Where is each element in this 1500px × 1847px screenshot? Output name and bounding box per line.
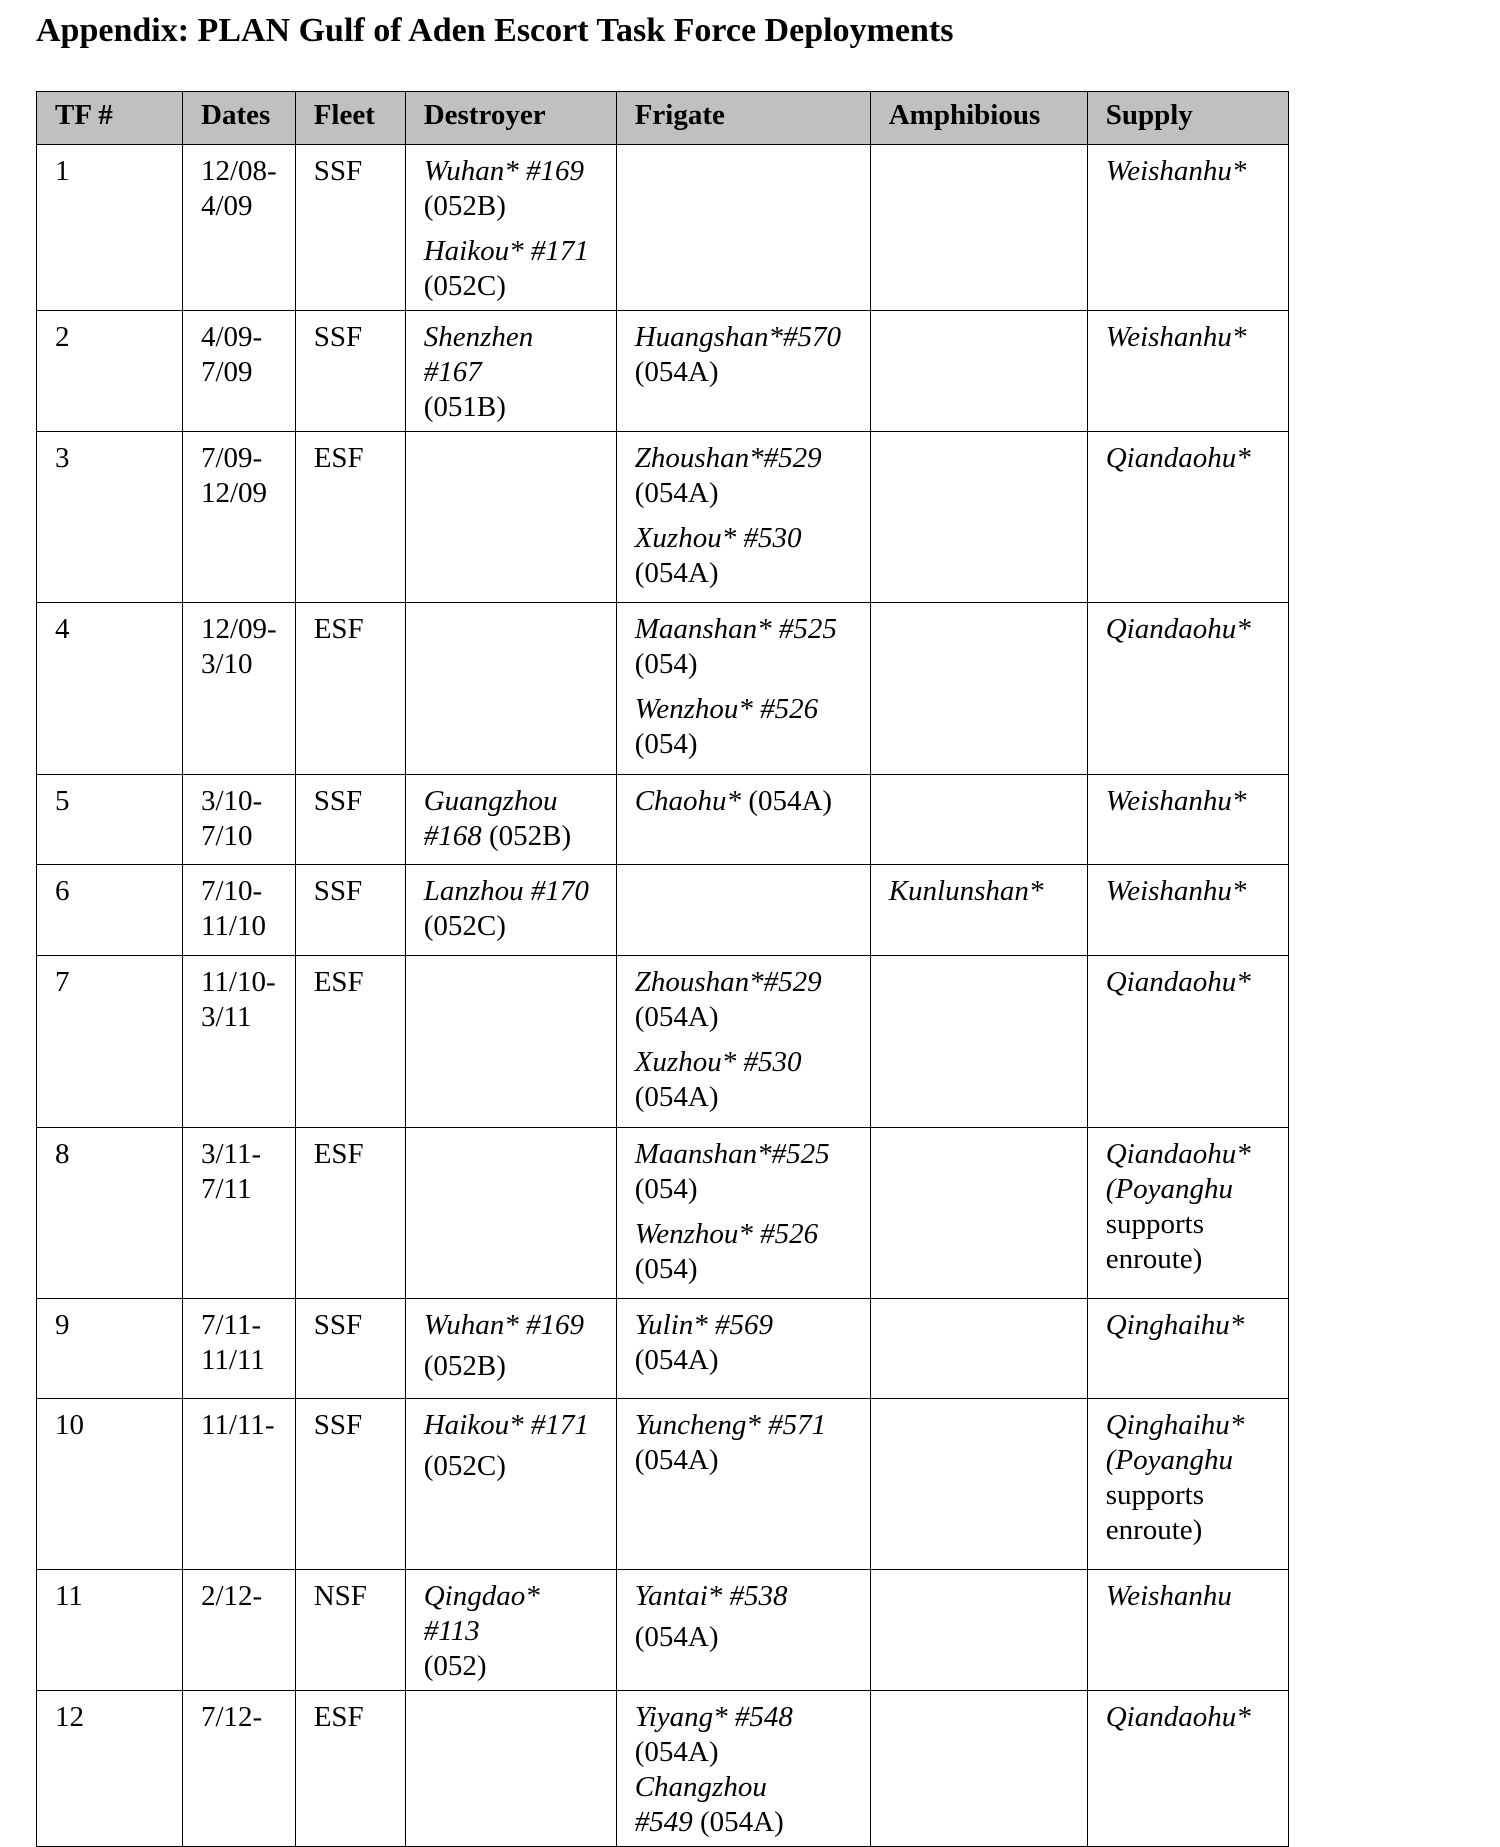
ship-name-line xyxy=(635,320,852,355)
cell-supply xyxy=(1087,1570,1288,1691)
cell-supply xyxy=(1087,311,1288,432)
table-row xyxy=(37,145,1289,311)
ship-name: Qingdao* #113 xyxy=(423,1580,540,1647)
ship-name-line xyxy=(635,441,852,476)
header-frigate: Frigate xyxy=(616,92,870,145)
ship-type-line xyxy=(635,727,852,762)
supply-note-line: enroute) xyxy=(1105,1243,1203,1275)
ship-name: Guangzhou xyxy=(423,785,558,817)
fleet-code: SSF xyxy=(313,1409,363,1441)
cell-dates xyxy=(183,1691,296,1847)
ship-name: Wenzhou* #526 xyxy=(634,693,819,725)
cell-amphibious xyxy=(870,311,1087,432)
ship-number: #549 xyxy=(634,1806,693,1838)
date-line: 11/10 xyxy=(201,910,266,942)
cell-dates xyxy=(183,311,296,432)
fleet-code: ESF xyxy=(313,966,364,998)
ship-type-line xyxy=(635,1252,852,1287)
cell-fleet xyxy=(295,956,405,1128)
ship-name-line xyxy=(424,784,598,819)
ship-number: #168 xyxy=(423,820,482,852)
cell-amphibious xyxy=(870,1399,1087,1570)
cell-frigate xyxy=(616,775,870,865)
ship-type: (054) xyxy=(634,1173,698,1205)
supply-note-line: supports xyxy=(1105,1208,1205,1240)
supply-ship: Weishanhu* xyxy=(1105,875,1247,907)
ship-name: Yiyang* #548 xyxy=(634,1701,793,1733)
supply-ship: Qiandaohu* xyxy=(1105,966,1251,998)
fleet-code: SSF xyxy=(313,1309,363,1341)
date-line: 4/09 xyxy=(201,190,253,222)
table-row xyxy=(37,1399,1289,1570)
ship-name: Xuzhou* #530 xyxy=(634,522,802,554)
cell-dates xyxy=(183,865,296,956)
tf-number: 3 xyxy=(55,442,70,474)
supply-ship-line xyxy=(1106,1137,1270,1172)
date-line: 3/10 xyxy=(201,648,253,680)
ship-name: Shenzhen #167 xyxy=(423,321,534,388)
header-fleet: Fleet xyxy=(295,92,405,145)
ship-name-line xyxy=(635,784,852,819)
date-line: 7/11 xyxy=(201,1173,252,1205)
ship-type: (054A) xyxy=(741,785,833,817)
ship-type: (054A) xyxy=(634,1444,719,1476)
tf-number: 1 xyxy=(55,155,70,187)
ship-type-line xyxy=(635,1735,852,1805)
ship-name-line xyxy=(424,234,598,269)
cell-frigate xyxy=(616,432,870,603)
ship-name: Wuhan* #169 xyxy=(423,155,585,187)
fleet-code: SSF xyxy=(313,875,363,907)
ship-type: (054A) xyxy=(634,1736,719,1768)
date-line: 11/10- xyxy=(201,966,276,998)
cell-destroyer xyxy=(405,432,616,603)
date-line: 3/11 xyxy=(201,1001,252,1033)
cell-destroyer xyxy=(405,775,616,865)
ship-type: (052C) xyxy=(423,1450,506,1482)
cell-fleet xyxy=(295,1691,405,1847)
ship-type-line xyxy=(424,909,598,944)
cell-amphibious xyxy=(870,432,1087,603)
cell-amphibious xyxy=(870,1691,1087,1847)
cell-tf xyxy=(37,775,183,865)
cell-fleet xyxy=(295,1570,405,1691)
cell-fleet xyxy=(295,775,405,865)
ship-name: Maanshan* #525 xyxy=(634,613,837,645)
ship-name-line xyxy=(424,320,598,390)
cell-dates xyxy=(183,956,296,1128)
ship-name: Haikou* #171 xyxy=(423,1409,589,1441)
tf-number: 7 xyxy=(55,966,70,998)
cell-supply xyxy=(1087,1399,1288,1570)
cell-supply xyxy=(1087,775,1288,865)
ship-type: (054) xyxy=(634,728,698,760)
date-line: 11/11 xyxy=(201,1344,265,1376)
table-row xyxy=(37,956,1289,1128)
cell-destroyer xyxy=(405,1299,616,1399)
supply-ship: Qiandaohu* xyxy=(1105,613,1251,645)
ship-name-line xyxy=(424,1308,598,1343)
cell-tf xyxy=(37,1128,183,1299)
ship-type: (054A) xyxy=(634,1081,719,1113)
supply-ship: Weishanhu xyxy=(1105,1580,1232,1612)
cell-destroyer xyxy=(405,145,616,311)
ship-name-line xyxy=(635,692,852,727)
cell-tf xyxy=(37,1399,183,1570)
ship-name: Maanshan*#525 xyxy=(634,1138,830,1170)
ship-type: (054A) xyxy=(634,477,719,509)
cell-fleet xyxy=(295,603,405,775)
cell-frigate xyxy=(616,865,870,956)
ship-name: Wuhan* #169 xyxy=(423,1309,585,1341)
header-dates: Dates xyxy=(183,92,296,145)
cell-dates xyxy=(183,1299,296,1399)
ship-type-line xyxy=(635,355,852,390)
date-line: 12/09 xyxy=(201,477,268,509)
ship-name-line xyxy=(635,521,852,556)
cell-fleet xyxy=(295,1399,405,1570)
ship-type: (052B) xyxy=(481,820,572,852)
cell-destroyer xyxy=(405,311,616,432)
tf-number: 6 xyxy=(55,875,70,907)
tf-number: 9 xyxy=(55,1309,70,1341)
fleet-code: ESF xyxy=(313,613,364,645)
ship-type: (051B) xyxy=(423,391,506,423)
cell-dates xyxy=(183,1128,296,1299)
cell-tf xyxy=(37,1691,183,1847)
supply-ship-line xyxy=(1106,784,1270,819)
date-line: 7/10 xyxy=(201,820,253,852)
cell-frigate xyxy=(616,1691,870,1847)
ship-name-line xyxy=(424,154,598,189)
table-row xyxy=(37,775,1289,865)
cell-destroyer xyxy=(405,865,616,956)
ship-name-line xyxy=(635,1579,852,1614)
ship-type-line xyxy=(635,1080,852,1115)
cell-fleet xyxy=(295,1299,405,1399)
table-row xyxy=(37,865,1289,956)
ship-type-line xyxy=(424,1349,598,1384)
cell-amphibious xyxy=(870,1299,1087,1399)
cell-fleet xyxy=(295,311,405,432)
cell-amphibious xyxy=(870,956,1087,1128)
cell-supply xyxy=(1087,145,1288,311)
fleet-code: NSF xyxy=(313,1580,367,1612)
header-destroyer: Destroyer xyxy=(405,92,616,145)
cell-fleet xyxy=(295,432,405,603)
ship-name-line xyxy=(635,1700,852,1735)
tf-number: 2 xyxy=(55,321,70,353)
supply-ship: Weishanhu* xyxy=(1105,321,1247,353)
cell-amphibious xyxy=(870,1570,1087,1691)
fleet-code: SSF xyxy=(313,321,363,353)
tf-number: 4 xyxy=(55,613,70,645)
date-line: 12/09- xyxy=(201,613,277,645)
cell-dates xyxy=(183,603,296,775)
supply-note-line: supports xyxy=(1105,1479,1205,1511)
supply-ship-line xyxy=(1106,320,1270,355)
ship-name: Zhoushan*#529 xyxy=(634,442,822,474)
table-row xyxy=(37,432,1289,603)
supply-ship-line xyxy=(1106,1408,1270,1443)
ship-type: (054A) xyxy=(634,1621,719,1653)
cell-fleet xyxy=(295,865,405,956)
cell-destroyer xyxy=(405,956,616,1128)
cell-amphibious xyxy=(870,145,1087,311)
ship-name: Yantai* #538 xyxy=(634,1580,788,1612)
ship-type: (054A) xyxy=(634,1344,719,1376)
ship-type-line xyxy=(635,647,852,682)
cell-supply xyxy=(1087,1128,1288,1299)
ship-name: Wenzhou* #526 xyxy=(634,1218,819,1250)
cell-destroyer xyxy=(405,1691,616,1847)
table-row xyxy=(37,1570,1289,1691)
fleet-code: SSF xyxy=(313,785,363,817)
ship-type-line xyxy=(635,1000,852,1035)
cell-supply xyxy=(1087,1299,1288,1399)
header-row xyxy=(37,92,1289,145)
ship-name-line xyxy=(635,1408,852,1443)
cell-dates xyxy=(183,145,296,311)
supply-ship: Weishanhu* xyxy=(1105,155,1247,187)
ship-type: (054) xyxy=(634,648,698,680)
cell-supply xyxy=(1087,956,1288,1128)
cell-frigate xyxy=(616,603,870,775)
fleet-code: ESF xyxy=(313,1701,364,1733)
cell-tf xyxy=(37,1570,183,1691)
ship-name: Xuzhou* #530 xyxy=(634,1046,802,1078)
tf-number: 5 xyxy=(55,785,70,817)
ship-type-line xyxy=(424,390,598,425)
supply-ship-line xyxy=(1106,441,1270,476)
cell-supply xyxy=(1087,865,1288,956)
cell-frigate xyxy=(616,1570,870,1691)
cell-tf xyxy=(37,865,183,956)
cell-frigate xyxy=(616,1399,870,1570)
table-row xyxy=(37,311,1289,432)
header-amphibious: Amphibious xyxy=(870,92,1087,145)
header-supply: Supply xyxy=(1087,92,1288,145)
supply-ship-line xyxy=(1106,154,1270,189)
cell-tf xyxy=(37,145,183,311)
cell-amphibious xyxy=(870,775,1087,865)
supply-ship: Qinghaihu* xyxy=(1105,1309,1245,1341)
supply-ship-line xyxy=(1106,874,1270,909)
date-line: 3/10- xyxy=(201,785,263,817)
cell-destroyer xyxy=(405,1570,616,1691)
ship-type: (052B) xyxy=(423,190,506,222)
amphibious-ship: Kunlunshan* xyxy=(888,875,1044,907)
date-line: 3/11- xyxy=(201,1138,262,1170)
supply-note: (Poyanghu xyxy=(1105,1444,1233,1476)
ship-type: (052) xyxy=(423,1650,487,1682)
cell-destroyer xyxy=(405,1128,616,1299)
cell-dates xyxy=(183,1399,296,1570)
supply-note: (Poyanghu xyxy=(1105,1173,1233,1205)
ship-name: Yuncheng* #571 xyxy=(634,1409,827,1441)
ship-name-line xyxy=(424,1579,598,1649)
cell-dates xyxy=(183,432,296,603)
ship-type-line xyxy=(635,1172,852,1207)
ship-name: Haikou* #171 xyxy=(423,235,589,267)
ship-type: (054A) xyxy=(634,356,719,388)
supply-ship-line xyxy=(1106,1579,1270,1614)
cell-fleet xyxy=(295,145,405,311)
tf-number: 11 xyxy=(55,1580,83,1612)
ship-name: Changzhou xyxy=(634,1771,767,1803)
date-line: 4/09- xyxy=(201,321,263,353)
date-line: 11/11- xyxy=(201,1409,275,1441)
cell-frigate xyxy=(616,1299,870,1399)
cell-dates xyxy=(183,775,296,865)
supply-note-line xyxy=(1106,1172,1270,1207)
cell-frigate xyxy=(616,956,870,1128)
cell-frigate xyxy=(616,145,870,311)
cell-fleet xyxy=(295,1128,405,1299)
cell-supply xyxy=(1087,603,1288,775)
tf-number: 12 xyxy=(55,1701,84,1733)
cell-supply xyxy=(1087,1691,1288,1847)
ship-name: Huangshan*#570 xyxy=(634,321,841,353)
ship-type: (052C) xyxy=(423,910,506,942)
cell-dates xyxy=(183,1570,296,1691)
tf-number: 10 xyxy=(55,1409,84,1441)
ship-type: (054) xyxy=(634,1253,698,1285)
date-line: 2/12- xyxy=(201,1580,263,1612)
ship-type: (054A) xyxy=(634,557,719,589)
ship-type-line xyxy=(424,269,598,304)
cell-tf xyxy=(37,1299,183,1399)
ship-name: Zhoushan*#529 xyxy=(634,966,822,998)
supply-ship-line xyxy=(1106,612,1270,647)
cell-tf xyxy=(37,311,183,432)
ship-type: (054A) xyxy=(692,1806,784,1838)
supply-note-line xyxy=(1106,1443,1270,1478)
ship-name-line xyxy=(635,1217,852,1252)
cell-frigate xyxy=(616,1128,870,1299)
date-line: 7/09 xyxy=(201,356,253,388)
cell-destroyer xyxy=(405,603,616,775)
table-row xyxy=(37,1691,1289,1847)
cell-tf xyxy=(37,956,183,1128)
cell-amphibious xyxy=(870,865,1087,956)
deployments-table xyxy=(36,91,1289,1847)
ship-name-line xyxy=(424,1408,598,1443)
ship-type: (054A) xyxy=(634,1001,719,1033)
header-tf: TF # xyxy=(37,92,183,145)
ship-type-line xyxy=(635,1443,852,1478)
ship-type-line xyxy=(635,556,852,591)
supply-ship: Qiandaohu* xyxy=(1105,1138,1251,1170)
supply-ship-line xyxy=(1106,965,1270,1000)
ship-type-line xyxy=(424,189,598,224)
table-row xyxy=(37,1299,1289,1399)
supply-ship: Qinghaihu* xyxy=(1105,1409,1245,1441)
table-row xyxy=(37,1128,1289,1299)
ship-name: Chaohu* xyxy=(634,785,742,817)
date-line: 12/08- xyxy=(201,155,277,187)
date-line: 7/11- xyxy=(201,1309,262,1341)
cell-tf xyxy=(37,603,183,775)
cell-supply xyxy=(1087,432,1288,603)
ship-type-line xyxy=(424,1649,598,1684)
supply-ship-line xyxy=(1106,1308,1270,1343)
ship-type-line xyxy=(635,1620,852,1655)
supply-note-line: enroute) xyxy=(1105,1514,1203,1546)
supply-ship: Qiandaohu* xyxy=(1105,442,1251,474)
cell-frigate xyxy=(616,311,870,432)
page-title: Appendix: PLAN Gulf of Aden Escort Task Force Deployments xyxy=(36,12,954,49)
ship-name-line xyxy=(424,819,598,854)
ship-type-line xyxy=(635,476,852,511)
ship-name: Lanzhou #170 xyxy=(423,875,589,907)
ship-name-line xyxy=(424,874,598,909)
ship-name-line xyxy=(635,1308,852,1378)
tf-number: 8 xyxy=(55,1138,70,1170)
date-line: 7/09- xyxy=(201,442,263,474)
ship-name-line xyxy=(635,965,852,1000)
cell-amphibious xyxy=(870,1128,1087,1299)
fleet-code: ESF xyxy=(313,1138,364,1170)
ship-name-line xyxy=(635,1805,852,1840)
cell-destroyer xyxy=(405,1399,616,1570)
supply-ship-line xyxy=(1106,1700,1270,1735)
fleet-code: ESF xyxy=(313,442,364,474)
ship-name-line xyxy=(635,1137,852,1172)
fleet-code: SSF xyxy=(313,155,363,187)
ship-type: (052B) xyxy=(423,1350,506,1382)
cell-tf xyxy=(37,432,183,603)
supply-ship: Qiandaohu* xyxy=(1105,1701,1251,1733)
cell-amphibious xyxy=(870,603,1087,775)
ship-name-line xyxy=(635,612,852,647)
date-line: 7/10- xyxy=(201,875,263,907)
ship-type: (052C) xyxy=(423,270,506,302)
date-line: 7/12- xyxy=(201,1701,263,1733)
ship-type-line xyxy=(424,1449,598,1484)
ship-name: Yulin* #569 xyxy=(634,1309,774,1341)
supply-ship: Weishanhu* xyxy=(1105,785,1247,817)
table-row xyxy=(37,603,1289,775)
ship-name-line xyxy=(635,1045,852,1080)
